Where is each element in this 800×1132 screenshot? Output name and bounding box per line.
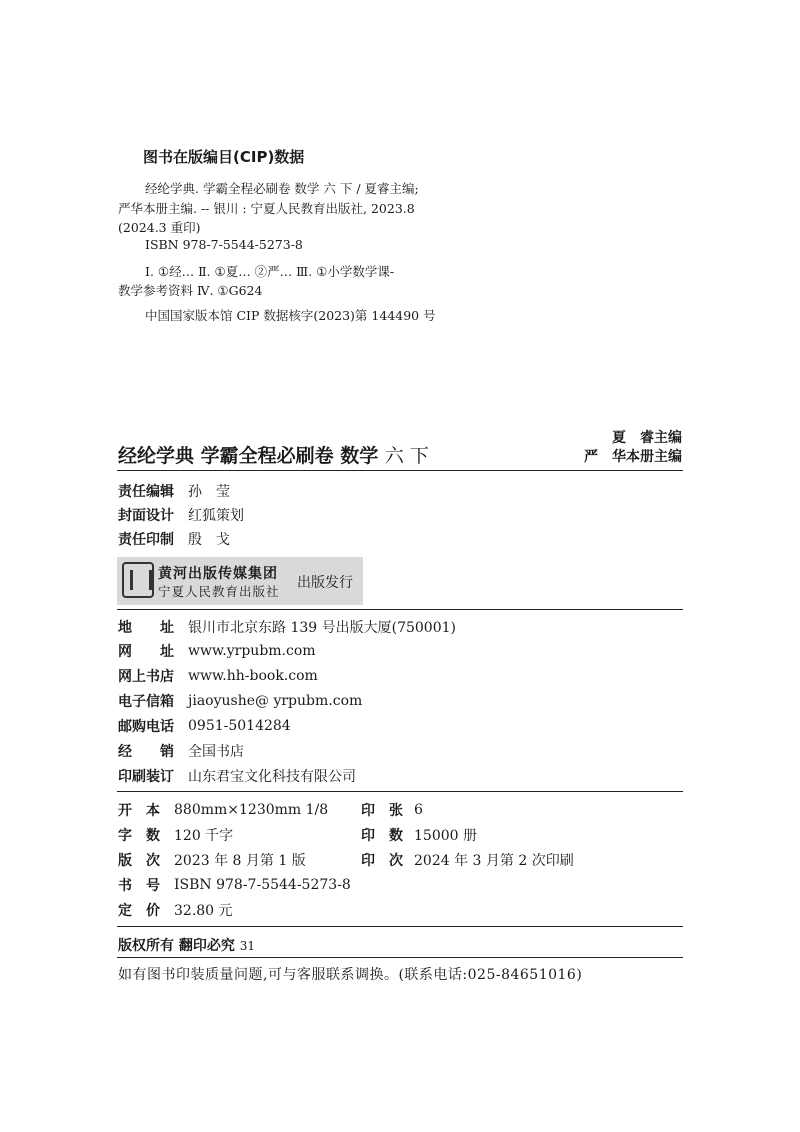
divider	[117, 957, 683, 958]
editor-volume: 严 华本册主编	[584, 449, 682, 465]
contact-label: 邮购电话	[118, 719, 174, 735]
spec-row	[118, 825, 477, 845]
contact-label: 经 销	[118, 744, 174, 760]
publisher-suffix: 出版发行	[297, 575, 353, 591]
cip-line-classification-2: 教学参考资料 Ⅳ. ①G624	[118, 283, 263, 298]
contact-value: www.hh-book.com	[188, 668, 318, 684]
contact-row	[118, 641, 316, 661]
contact-value: jiaoyushe@ yrpubm.com	[188, 693, 363, 709]
contact-label: 电子信箱	[118, 694, 174, 710]
publisher-emblem-icon	[122, 562, 154, 598]
editor-chief: 夏 睿主编	[612, 430, 682, 446]
contact-value: 山东君宝文化科技有限公司	[188, 769, 356, 785]
publisher-house: 宁夏人民教育出版社	[158, 584, 280, 599]
staff-value: 殷 戈	[188, 532, 230, 548]
staff-value: 红狐策划	[188, 508, 244, 524]
staff-row	[118, 529, 230, 549]
divider	[117, 791, 683, 792]
contact-row	[118, 766, 356, 786]
spec-label-dingjia: 定 价	[118, 903, 160, 919]
spec-value-zishu: 120 千字	[174, 828, 234, 844]
spec-value-yinzhang: 6	[414, 802, 423, 818]
cip-line-record: 中国国家版本馆 CIP 数据核字(2023)第 144490 号	[145, 308, 436, 323]
staff-label: 封面设计	[118, 508, 174, 524]
book-title-main: 经纶学典 学霸全程必刷卷 数学	[118, 445, 379, 467]
spec-label-yinci: 印 次	[361, 853, 403, 869]
staff-label: 责任编辑	[118, 484, 174, 500]
contact-value: 银川市北京东路 139 号出版大厦(750001)	[188, 620, 456, 636]
spec-label-zishu: 字 数	[118, 828, 160, 844]
spec-row	[118, 900, 233, 920]
contact-label: 地 址	[118, 620, 174, 636]
rights-number: 31	[239, 939, 256, 953]
spec-value-yinshu: 15000 册	[414, 828, 477, 844]
contact-row	[118, 716, 291, 736]
contact-row	[118, 617, 456, 637]
spec-label-shuhao: 书 号	[118, 878, 160, 894]
contact-value: www.yrpubm.com	[188, 643, 316, 659]
contact-row	[118, 691, 363, 711]
cip-line-1: 经纶学典. 学霸全程必刷卷 数学 六 下 / 夏睿主编;	[145, 181, 419, 196]
spec-value-shuhao: ISBN 978-7-5544-5273-8	[174, 877, 351, 893]
contact-value: 全国书店	[188, 744, 244, 760]
contact-value: 0951-5014284	[188, 718, 291, 734]
spec-value-yinci: 2024 年 3 月第 2 次印刷	[414, 853, 574, 869]
spec-row	[118, 875, 351, 895]
rights-notice	[118, 935, 255, 955]
staff-value: 孙 莹	[188, 484, 230, 500]
spec-label-banci: 版 次	[118, 853, 160, 869]
staff-row	[118, 505, 244, 525]
rights-text: 版权所有 翻印必究	[118, 938, 235, 954]
contact-label: 网 址	[118, 644, 174, 660]
spec-value-banci: 2023 年 8 月第 1 版	[174, 853, 306, 869]
quality-notice: 如有图书印装质量问题,可与客服联系调换。(联系电话:025-84651016)	[118, 967, 583, 983]
spec-row	[118, 850, 574, 870]
staff-row	[118, 481, 230, 501]
spec-label-kaiben: 开 本	[118, 803, 160, 819]
divider	[117, 609, 683, 610]
staff-label: 责任印制	[118, 532, 174, 548]
publisher-group: 黄河出版传媒集团	[158, 566, 278, 582]
spec-value-dingjia: 32.80 元	[174, 903, 233, 919]
cip-line-2: 严华本册主编. -- 银川 : 宁夏人民教育出版社, 2023.8	[118, 201, 415, 216]
spec-label-yinshu: 印 数	[361, 828, 403, 844]
book-title-grade: 六 下	[384, 445, 429, 467]
cip-heading: 图书在版编目(CIP)数据	[143, 148, 305, 166]
cip-line-3: (2024.3 重印)	[118, 220, 201, 235]
contact-row	[118, 666, 318, 686]
cip-line-classification: Ⅰ. ①经… Ⅱ. ①夏… ②严… Ⅲ. ①小学数学课-	[145, 264, 395, 279]
spec-label-yinzhang: 印 张	[361, 803, 403, 819]
contact-label: 印刷装订	[118, 769, 174, 785]
contact-row	[118, 741, 244, 761]
divider	[117, 926, 683, 927]
spec-value-kaiben: 880mm×1230mm 1/8	[174, 802, 329, 818]
divider	[117, 470, 683, 471]
spec-row	[118, 800, 423, 820]
book-title	[118, 441, 429, 468]
contact-label: 网上书店	[118, 669, 174, 685]
cip-line-isbn: ISBN 978-7-5544-5273-8	[145, 237, 303, 252]
